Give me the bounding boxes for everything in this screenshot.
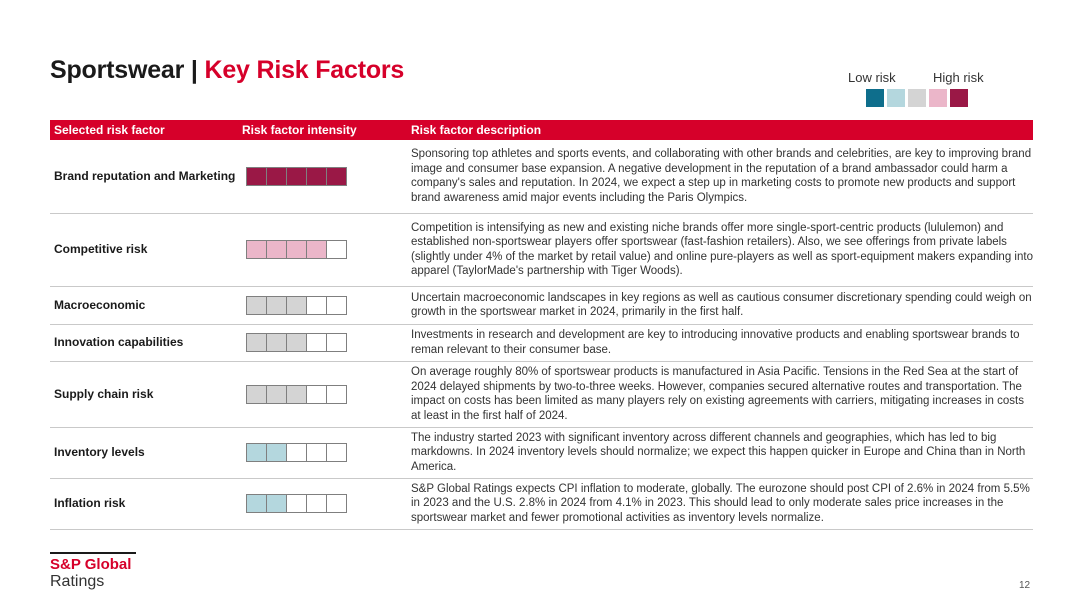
- intensity-bar: [246, 296, 407, 315]
- title-accent: Key Risk Factors: [204, 56, 405, 84]
- intensity-bar: [246, 333, 407, 352]
- intensity-cell-empty: [306, 443, 327, 462]
- intensity-cell-filled: [286, 240, 307, 259]
- intensity-cell-filled: [246, 333, 267, 352]
- intensity-cell-empty: [306, 296, 327, 315]
- risk-description: The industry started 2023 with significant inventory across different channels and geographies, which has led to big markdowns. In 2024 inventory levels should normalize; we expect this happen quicker in Europe and China than in North America.: [407, 427, 1033, 478]
- intensity-cell-empty: [326, 494, 347, 513]
- legend-box-level-1: [865, 88, 885, 108]
- header-intensity: Risk factor intensity: [238, 120, 407, 140]
- header-factor: Selected risk factor: [50, 120, 238, 140]
- risk-intensity-cell: [238, 324, 407, 361]
- legend-box-level-2: [886, 88, 906, 108]
- table-row: [50, 478, 1033, 529]
- intensity-cell-filled: [246, 443, 267, 462]
- intensity-cell-filled: [266, 296, 287, 315]
- intensity-cell-filled: [266, 167, 287, 186]
- page-title: [50, 56, 404, 85]
- risk-description: Investments in research and development are key to introducing innovative products and enabling sportswear brands to reman relevant to their consumer base.: [407, 324, 1033, 361]
- intensity-cell-empty: [326, 443, 347, 462]
- intensity-cell-filled: [246, 296, 267, 315]
- risk-intensity-cell: [238, 361, 407, 427]
- risk-factor-name: Inflation risk: [50, 478, 238, 529]
- title-separator: |: [190, 56, 198, 84]
- risk-intensity-cell: [238, 427, 407, 478]
- risk-intensity-cell: [238, 286, 407, 324]
- table-row: [50, 286, 1033, 324]
- risk-factor-table: [50, 120, 1033, 530]
- intensity-bar: [246, 167, 407, 186]
- risk-legend: [848, 70, 998, 86]
- risk-intensity-cell: [238, 478, 407, 529]
- logo-rule: [50, 552, 136, 554]
- risk-description: Uncertain macroeconomic landscapes in key regions as well as cautious consumer discretionary spending could weigh on growth in the sportswear market in 2024, primarily in the first half.: [407, 286, 1033, 324]
- risk-factor-name: Brand reputation and Marketing: [50, 140, 238, 213]
- intensity-cell-empty: [326, 333, 347, 352]
- intensity-cell-filled: [246, 494, 267, 513]
- table-row: [50, 361, 1033, 427]
- intensity-cell-empty: [306, 385, 327, 404]
- intensity-cell-filled: [246, 385, 267, 404]
- title-main: Sportswear: [50, 56, 185, 84]
- intensity-cell-filled: [286, 333, 307, 352]
- page-number: 12: [1019, 580, 1031, 591]
- intensity-cell-empty: [326, 240, 347, 259]
- risk-description: Competition is intensifying as new and existing niche brands offer more single-sport-centric products (lululemon) and established non-sportswear players offer sportswear (fast-fashion retailers). Also, we see offerings from private labels (slightly under 4% of the market by retail value) and online pure-players as well as sport-equipment makers expanding into apparel (TaylorMade's partnership with Tiger Woods).: [407, 213, 1033, 286]
- logo-sub: Ratings: [50, 573, 105, 590]
- table-row: [50, 324, 1033, 361]
- risk-factor-name: Innovation capabilities: [50, 324, 238, 361]
- intensity-bar: [246, 240, 407, 259]
- intensity-cell-filled: [286, 296, 307, 315]
- risk-description: On average roughly 80% of sportswear products is manufactured in Asia Pacific. Tensions in the Red Sea at the start of 2024 delayed shipments by two-to-three weeks. However, companies secured alternative routes and transportation. The impact on costs has been limited as many players rely on existing agreements with carriers, mitigating increases in costs at least in the first half of 2024.: [407, 361, 1033, 427]
- intensity-cell-filled: [286, 167, 307, 186]
- risk-description: S&P Global Ratings expects CPI inflation to moderate, globally. The eurozone should post CPI of 2.6% in 2024 from 5.5% in 2023 and the U.S. 2.8% in 2024 from 4.1% in 2023. This should lead to only moderate sales price increases in the sportswear market and fewer promotional activities as inventory levels normalize.: [407, 478, 1033, 529]
- intensity-cell-filled: [246, 240, 267, 259]
- table-row: [50, 140, 1033, 213]
- legend-scale: [865, 88, 970, 108]
- legend-low-label: Low risk: [848, 70, 896, 85]
- intensity-cell-empty: [326, 296, 347, 315]
- table-row: [50, 213, 1033, 286]
- intensity-bar: [246, 443, 407, 462]
- risk-factor-name: Inventory levels: [50, 427, 238, 478]
- intensity-cell-filled: [266, 385, 287, 404]
- header-description: Risk factor description: [407, 120, 1033, 140]
- risk-factor-name: Competitive risk: [50, 213, 238, 286]
- intensity-cell-empty: [306, 494, 327, 513]
- intensity-cell-filled: [266, 333, 287, 352]
- logo-brand: S&P Global: [50, 556, 132, 573]
- intensity-cell-empty: [286, 443, 307, 462]
- intensity-cell-filled: [246, 167, 267, 186]
- intensity-cell-filled: [266, 494, 287, 513]
- intensity-cell-filled: [306, 167, 327, 186]
- intensity-bar: [246, 385, 407, 404]
- intensity-cell-empty: [286, 494, 307, 513]
- risk-intensity-cell: [238, 140, 407, 213]
- risk-factor-name: Supply chain risk: [50, 361, 238, 427]
- legend-box-level-5: [949, 88, 969, 108]
- legend-box-level-3: [907, 88, 927, 108]
- risk-factor-name: Macroeconomic: [50, 286, 238, 324]
- intensity-cell-filled: [326, 167, 347, 186]
- risk-intensity-cell: [238, 213, 407, 286]
- table-row: [50, 427, 1033, 478]
- intensity-bar: [246, 494, 407, 513]
- intensity-cell-empty: [326, 385, 347, 404]
- intensity-cell-filled: [266, 240, 287, 259]
- legend-high-label: High risk: [933, 70, 984, 85]
- legend-box-level-4: [928, 88, 948, 108]
- table-header-row: [50, 120, 1033, 140]
- intensity-cell-filled: [266, 443, 287, 462]
- intensity-cell-filled: [286, 385, 307, 404]
- sp-global-ratings-logo: [50, 552, 136, 591]
- risk-description: Sponsoring top athletes and sports events, and collaborating with other brands and celebrities, are key to improving brand image and consumer base expansion. A negative development in the reputation of a brand ambassador could harm a company's sales and reputation. In 2024, we expect a step up in marketing costs to promote new products and support brand awareness amid major events including the Paris Olympics.: [407, 140, 1033, 213]
- intensity-cell-filled: [306, 240, 327, 259]
- intensity-cell-empty: [306, 333, 327, 352]
